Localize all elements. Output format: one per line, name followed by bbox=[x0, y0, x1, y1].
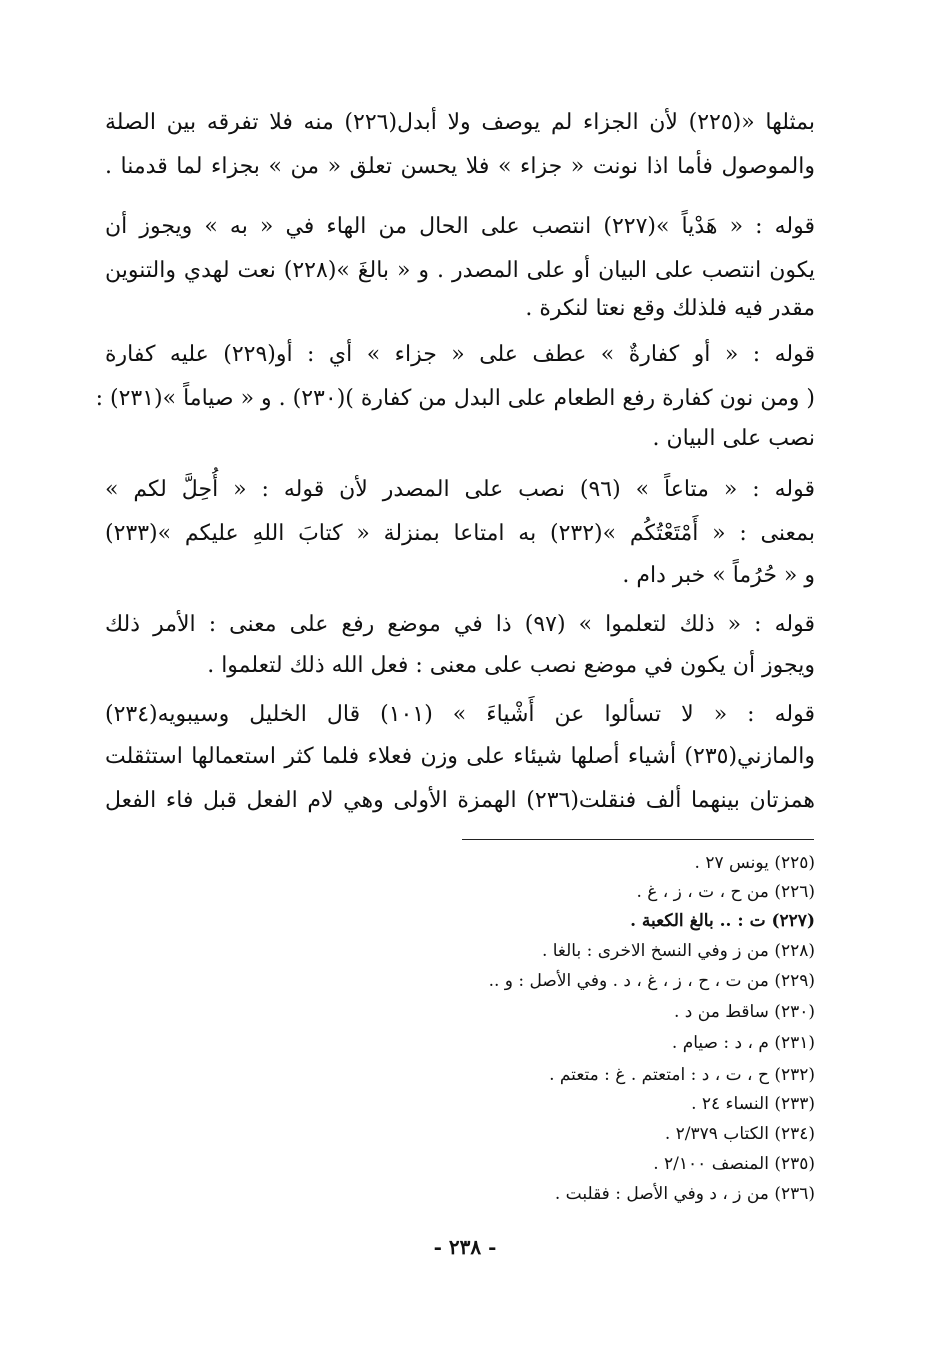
footnote: (٢٢٦) من ح ، ت ، ز ، غ . bbox=[636, 882, 815, 902]
text-line: ( ومن نون كفارة رفع الطعام على البدل من كفارة )(٢٣٠) . و « صياماً »(٢٣١) : bbox=[95, 386, 815, 411]
text-line: والموصول فأما اذا نونت « جزاء » فلا يحسن تعلق « من » بجزاء لما قدمنا . bbox=[105, 154, 815, 179]
footnote: (٢٢٩) من ت ، ح ، ز ، غ ، د . وفي الأصل : و .. bbox=[488, 971, 815, 991]
footnote-divider bbox=[462, 839, 814, 840]
footnote: (٢٣٢) ح ، ت ، د : امتعتم . غ : متعتم . bbox=[549, 1065, 815, 1085]
footnote: (٢٣٥) المنصف ٢/١٠٠ . bbox=[653, 1154, 815, 1174]
text-line: ويجوز أن يكون في موضع نصب على معنى : فعل الله ذلك لتعلموا . bbox=[207, 653, 815, 678]
text-line: همزتان بينهما ألف فنقلت(٢٣٦) الهمزة الأولى وهي لام الفعل قبل فاء الفعل bbox=[105, 788, 815, 813]
footnote: (٢٢٧) ت : .. بالغ الكعبة . bbox=[630, 911, 815, 931]
footnote: (٢٣٠) ساقط من د . bbox=[673, 1002, 815, 1022]
footnote: (٢٣٤) الكتاب ٢/٣٧٩ . bbox=[664, 1124, 815, 1144]
text-line: والمازني(٢٣٥) أشياء أصلها شيئاء على وزن فعلاء فلما كثر استعمالها استثقلت bbox=[105, 744, 815, 769]
text-line: نصب على البيان . bbox=[652, 426, 815, 451]
footnote: (٢٣١) م ، د : صيام . bbox=[671, 1033, 815, 1053]
footnote: (٢٢٥) يونس ٢٧ . bbox=[694, 853, 815, 873]
text-line: قوله : « أو كفارةٌ » عطف على « جزاء » أي : أو(٢٢٩) عليه كفارة bbox=[105, 342, 815, 367]
footnote: (٢٣٣) النساء ٢٤ . bbox=[691, 1094, 815, 1114]
page-number: - ٢٣٨ - bbox=[433, 1235, 497, 1259]
text-line: مقدر فيه فلذلك وقع نعتا لنكرة . bbox=[525, 296, 815, 321]
text-line: بمعنى : « أَمْتَعْتُكُم »(٢٣٢) به امتاعا بمنزلة « كتابَ اللهِ عليكم »(٢٣٣) bbox=[105, 521, 815, 546]
footnote: (٢٢٨) من ز وفي النسخ الاخرى : بالغا . bbox=[541, 941, 815, 961]
text-line: قوله : « لا تسألوا عن أَشْياءَ » (١٠١) قال الخليل وسيبويه(٢٣٤) bbox=[105, 702, 815, 727]
text-line: يكون انتصب على البيان أو على المصدر . و « بالغَ »(٢٢٨) نعت لهدي والتنوين bbox=[105, 258, 815, 283]
text-line: و « حُرُماً » خبر دام . bbox=[622, 563, 815, 588]
text-line: قوله : « هَدْياً »(٢٢٧) انتصب على الحال من الهاء في « به » ويجوز أن bbox=[105, 214, 815, 239]
footnote: (٢٣٦) من ز ، د وفي الأصل : فقلبت . bbox=[554, 1184, 815, 1204]
text-line: قوله : « متاعاً » (٩٦) نصب على المصدر لأن قوله : « أُحِلَّ لكم » bbox=[105, 477, 815, 502]
text-line: قوله : « ذلك لتعلموا » (٩٧) ذا في موضع رفع على معنى : الأمر ذلك bbox=[105, 612, 816, 637]
text-line: بمثلها «(٢٢٥) لأن الجزاء لم يوصف ولا أبدل(٢٢٦) منه فلا تفرقه بين الصلة bbox=[105, 110, 815, 135]
